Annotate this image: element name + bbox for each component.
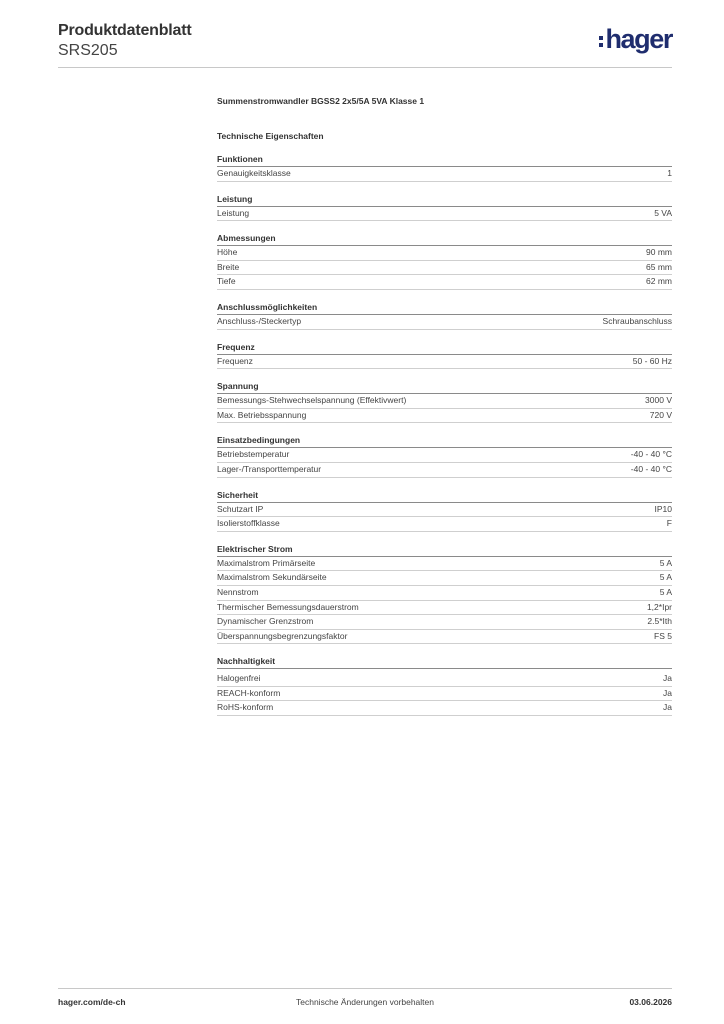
group-title: Spannung (217, 380, 672, 394)
property-row (217, 409, 672, 424)
property-label: Halogenfrei (217, 673, 261, 684)
property-label: Maximalstrom Sekundärseite (217, 572, 327, 583)
property-row (217, 167, 672, 182)
group-title: Anschlussmöglichkeiten (217, 301, 672, 315)
property-row (217, 517, 672, 532)
property-value: 2.5*Ith (647, 616, 672, 627)
property-label: Isolierstoffklasse (217, 518, 280, 529)
property-label: Frequenz (217, 355, 253, 366)
document-title: Produktdatenblatt (58, 22, 192, 39)
property-label: Nennstrom (217, 586, 259, 597)
group-title: Nachhaltigkeit (217, 655, 672, 669)
property-label: Betriebstemperatur (217, 449, 290, 460)
group-title: Elektrischer Strom (217, 543, 672, 557)
document-subtitle: SRS205 (58, 42, 118, 59)
property-row (217, 261, 672, 276)
property-value: 62 mm (646, 276, 672, 287)
property-value: 5 A (659, 572, 672, 583)
property-row (217, 586, 672, 601)
property-value: 90 mm (646, 247, 672, 258)
property-row (217, 701, 672, 716)
footer-divider (58, 988, 672, 989)
property-label: Leistung (217, 207, 250, 218)
property-row (217, 601, 672, 616)
property-label: Bemessungs-Stehwechselspannung (Effektivwert) (217, 395, 407, 406)
property-row (217, 275, 672, 290)
property-label: Thermischer Bemessungsdauerstrom (217, 601, 359, 612)
product-title: Summenstromwandler BGSS2 2x5/5A 5VA Klasse 1 (217, 96, 425, 106)
property-group (217, 153, 672, 182)
property-row (217, 630, 672, 645)
property-row (217, 571, 672, 586)
property-row (217, 207, 672, 222)
property-label: Max. Betriebsspannung (217, 409, 307, 420)
property-row (217, 448, 672, 463)
footer-date: 03.06.2026 (629, 997, 672, 1007)
property-value: IP10 (654, 503, 672, 514)
property-label: Schutzart IP (217, 503, 264, 514)
logo-text: hager (605, 24, 672, 54)
property-value: 50 - 60 Hz (632, 355, 672, 366)
property-row (217, 463, 672, 478)
property-row (217, 557, 672, 572)
property-group (217, 380, 672, 423)
property-value: Ja (663, 702, 672, 713)
property-group (217, 301, 672, 330)
logo-colon-icon (599, 36, 603, 47)
property-row (217, 687, 672, 702)
property-label: Dynamischer Grenzstrom (217, 616, 314, 627)
property-row (217, 315, 672, 330)
property-value: 65 mm (646, 261, 672, 272)
property-group (217, 193, 672, 222)
property-value: 5 A (659, 557, 672, 568)
property-label: Überspannungsbegrenzungsfaktor (217, 630, 348, 641)
property-value: F (666, 518, 672, 529)
property-value: 5 VA (654, 207, 672, 218)
property-value: 720 V (649, 409, 672, 420)
property-row (217, 355, 672, 370)
page-header (58, 21, 672, 69)
group-title: Abmessungen (217, 232, 672, 246)
property-value: 1,2*Ipr (646, 601, 672, 612)
property-value: FS 5 (654, 630, 672, 641)
property-label: Anschluss-/Steckertyp (217, 315, 302, 326)
property-value: 5 A (659, 586, 672, 597)
property-label: Höhe (217, 247, 238, 258)
property-value: Schraubanschluss (602, 315, 672, 326)
header-divider (58, 67, 672, 68)
property-group (217, 232, 672, 290)
property-value: -40 - 40 °C (630, 449, 672, 460)
group-title: Sicherheit (217, 489, 672, 503)
property-label: Lager-/Transporttemperatur (217, 463, 322, 474)
property-row (217, 503, 672, 518)
property-row (217, 394, 672, 409)
footer-website[interactable]: hager.com/de-ch (58, 997, 126, 1007)
hager-logo (599, 25, 672, 53)
property-groups (217, 153, 672, 716)
main-content (217, 95, 672, 716)
property-label: Tiefe (217, 276, 236, 287)
property-row (217, 246, 672, 261)
section-title: Technische Eigenschaften (217, 131, 324, 141)
group-title: Funktionen (217, 153, 672, 167)
property-group (217, 543, 672, 645)
property-label: Breite (217, 261, 240, 272)
property-value: 1 (667, 168, 672, 178)
property-group (217, 434, 672, 477)
property-group (217, 489, 672, 532)
property-label: REACH-konform (217, 687, 281, 698)
property-value: Ja (663, 673, 672, 684)
property-label: Genauigkeitsklasse (217, 168, 291, 178)
property-label: RoHS-konform (217, 702, 274, 713)
property-row (217, 615, 672, 630)
property-value: 3000 V (645, 395, 672, 406)
group-title: Einsatzbedingungen (217, 434, 672, 448)
property-group (217, 655, 672, 716)
group-title: Frequenz (217, 341, 672, 355)
property-label: Maximalstrom Primärseite (217, 557, 316, 568)
property-value: Ja (663, 687, 672, 698)
property-group (217, 341, 672, 370)
property-row (217, 672, 672, 687)
group-title: Leistung (217, 193, 672, 207)
property-value: -40 - 40 °C (630, 463, 672, 474)
footer-notice: Technische Änderungen vorbehalten (296, 997, 434, 1007)
